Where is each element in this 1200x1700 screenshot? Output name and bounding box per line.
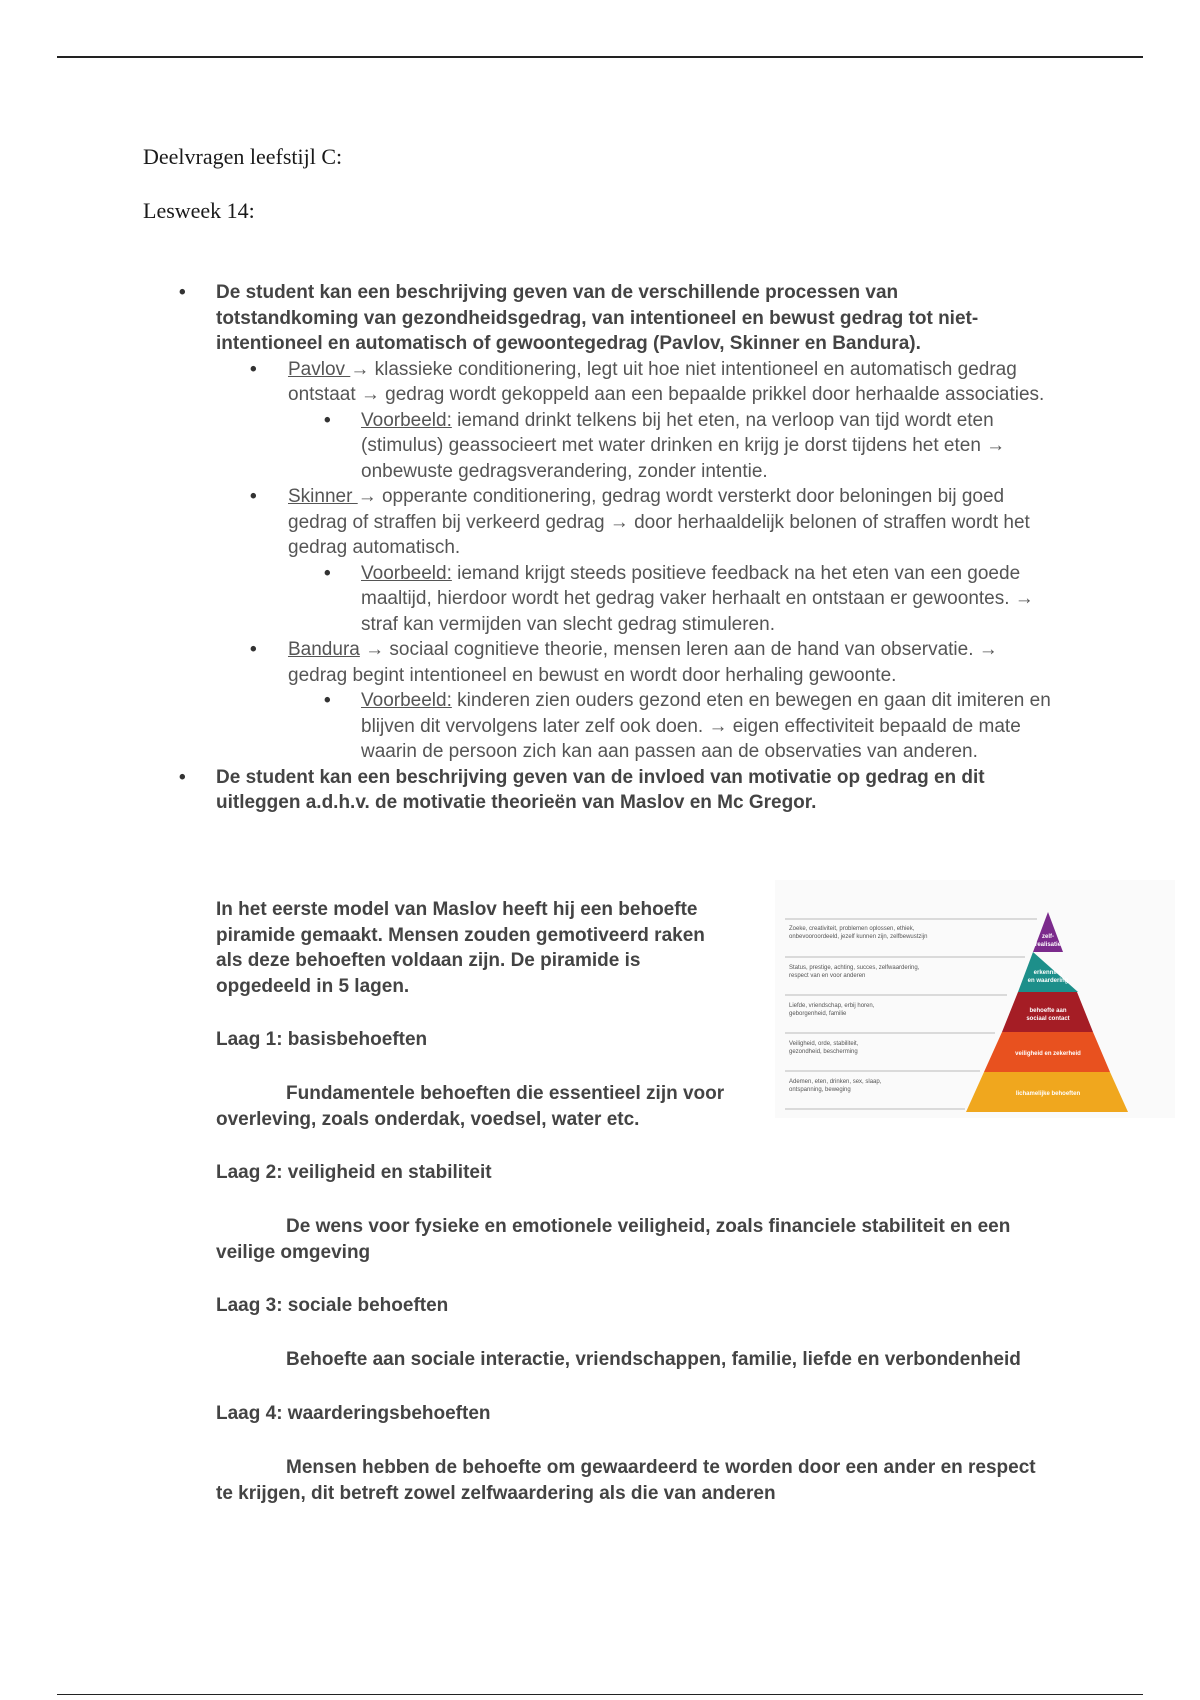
week-heading: Lesweek 14:	[143, 198, 255, 223]
question-1-text: De student kan een beschrijving geven van de verschillende processen van totstandkoming van gezondheidsgedrag, van intentioneel en bewust gedrag tot niet-intentioneel en automatisch of gewoontegedrag (Pavlov, Skinner en Bandura).	[216, 282, 979, 354]
note-line: ontspanning, beweging	[789, 1087, 851, 1093]
bullet-icon: •	[179, 282, 186, 303]
label-line: erkenning	[1033, 970, 1063, 976]
label-line: zelf-	[1042, 934, 1054, 940]
bullet-icon: •	[250, 639, 257, 660]
label-line: realisatie	[1034, 942, 1062, 948]
note-line: Ademen, eten, drinken, sex, slaap,	[789, 1079, 882, 1085]
bullet-icon: •	[250, 358, 257, 380]
header-rule	[57, 56, 1143, 58]
layer-1-heading: Laag 1: basisbehoeften	[216, 1029, 428, 1050]
question-list	[0, 280, 1200, 816]
example-text: iemand krijgt steeds positieve feedback na het eten van een goede maaltijd, hierdoor wordt het gedrag vaker herhaalt en ontstaan er gewoontes. → straf kan vermijden van slecht gedrag stimuleren.	[361, 562, 1034, 635]
example-text: iemand drinkt telkens bij het eten, na verloop van tijd wordt eten (stimulus) geassocieert met water drinken en krijg je dorst tijdens het eten → onbewuste gedragsverandering, zonder intentie.	[361, 409, 1006, 482]
layer-4-desc: Mensen hebben de behoefte om gewaardeerd te worden door een ander en respect te krijgen, dit betreft zowel zelfwaardering als die van anderen	[216, 1457, 1036, 1504]
pyramid-label	[1016, 1091, 1081, 1097]
note-line: onbevooroordeeld, jezelf kunnen zijn, zelfbewustzijn	[789, 934, 928, 940]
example-label: Voorbeeld:	[361, 409, 452, 431]
theory-name: Bandura	[288, 639, 360, 660]
document-title: Deelvragen leefstijl C:	[143, 144, 343, 169]
note-line: geborgenheid, familie	[789, 1011, 847, 1017]
bullet-icon: •	[250, 486, 257, 507]
bullet-icon: •	[324, 690, 331, 711]
bullet-icon: •	[324, 562, 331, 584]
note-line: Veiligheid, orde, stabiliteit,	[789, 1041, 859, 1047]
layer-3-desc: Behoefte aan sociale interactie, vriendschappen, familie, liefde en verbondenheid	[286, 1349, 1021, 1370]
maslov-pyramid-figure	[775, 880, 1175, 1118]
bullet-icon: •	[324, 409, 331, 431]
example-pavlov	[324, 408, 1051, 485]
example-skinner	[324, 561, 1051, 638]
note-line: respect van en voor anderen	[789, 973, 866, 979]
layer-1-desc: Fundamentele behoeften die essentieel zijn voor overleving, zoals onderdak, voedsel, water etc.	[216, 1083, 725, 1130]
label-line: veiligheid en zekerheid	[1015, 1051, 1081, 1057]
label-line: en waardering	[1027, 978, 1069, 984]
bullet-icon: •	[179, 766, 186, 788]
layer-3-heading: Laag 3: sociale behoeften	[216, 1295, 449, 1316]
label-line: sociaal contact	[1026, 1016, 1070, 1022]
example-bandura	[324, 688, 1051, 765]
question-2-text: De student kan een beschrijving geven van de invloed van motivatie op gedrag en dit uitleggen a.d.h.v. de motivatie theorieën van Maslov en Mc Gregor.	[216, 766, 985, 813]
layer-2-desc: De wens voor fysieke en emotionele veiligheid, zoals financiele stabiliteit en een veilige omgeving	[216, 1216, 1011, 1263]
label-line: lichamelijke behoeften	[1015, 1091, 1081, 1097]
theory-name: Skinner	[288, 486, 358, 507]
footer-rule	[57, 1694, 1143, 1695]
note-line: Zoeke, creativiteit, problemen oplossen, ethiek,	[789, 926, 915, 932]
theory-text: → opperante conditionering, gedrag wordt versterkt door beloningen bij goed gedrag of straffen bij verkeerd gedrag → door herhaaldelijk belonen of straffen wordt het gedrag automatisch.	[288, 486, 1030, 558]
label-line: behoefte aan	[1029, 1008, 1067, 1014]
theory-name: Pavlov	[288, 358, 351, 380]
theory-skinner	[250, 484, 1048, 561]
theory-pavlov	[250, 357, 1048, 408]
theory-text: → klassieke conditionering, legt uit hoe niet intentioneel en automatisch gedrag ontstaat → gedrag wordt gekoppeld aan een bepaalde prikkel door herhaalde associaties.	[288, 358, 1045, 405]
example-label: Voorbeeld:	[361, 690, 452, 711]
example-label: Voorbeeld:	[361, 562, 452, 584]
note-line: gezondheid, bescherming	[789, 1049, 858, 1055]
note-line: Status, prestige, achting, succes, zelfwaardering,	[789, 965, 920, 971]
question-2	[179, 765, 1036, 816]
pyramid-label	[1015, 1051, 1081, 1057]
theory-text: → sociaal cognitieve theorie, mensen leren aan de hand van observatie. → gedrag begint intentioneel en bewust en wordt door herhaling gewoonte.	[288, 639, 998, 686]
maslov-intro: In het eerste model van Maslov heeft hij een behoefte piramide gemaakt. Mensen zouden gemotiveerd raken als deze behoeften voldaan zijn. De piramide is opgedeeld in 5 lagen.	[216, 899, 705, 997]
example-text: kinderen zien ouders gezond eten en bewegen en gaan dit imiteren en blijven dit vervolgens later zelf ook doen. → eigen effectiviteit bepaald de mate waarin de persoon zich kan aan passen aan de observaties van anderen.	[361, 690, 1051, 762]
note-line: Liefde, vriendschap, erbij horen,	[789, 1003, 875, 1009]
question-1	[179, 280, 1036, 357]
theory-bandura	[250, 637, 1048, 688]
layer-2-heading: Laag 2: veiligheid en stabiliteit	[216, 1162, 492, 1183]
layer-4-heading: Laag 4: waarderingsbehoeften	[216, 1403, 491, 1424]
